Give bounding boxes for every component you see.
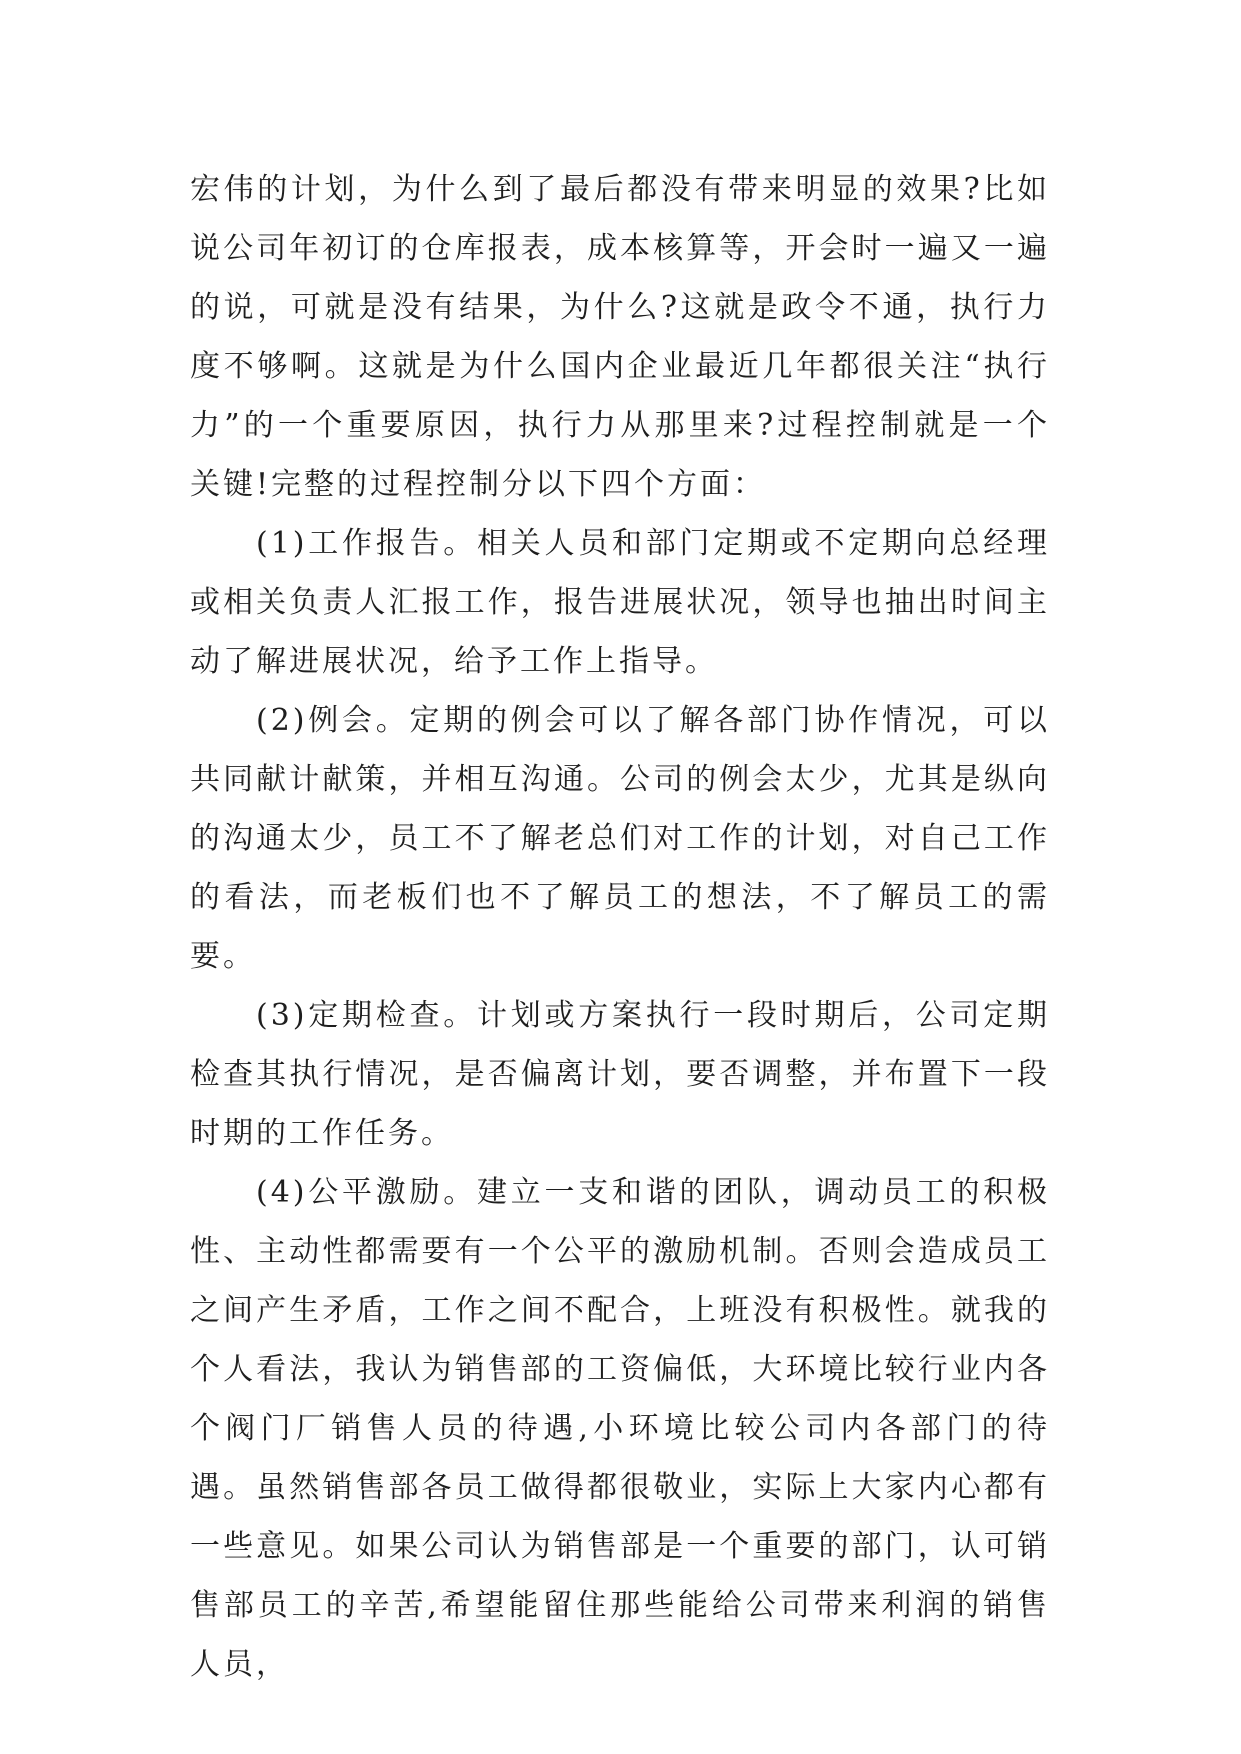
paragraph-intro: 宏伟的计划，为什么到了最后都没有带来明显的效果?比如说公司年初订的仓库报表，成本核算等，开会时一遍又一遍的说，可就是没有结果，为什么?这就是政令不通，执行力度不够啊。这就是为什么国内企业最近几年都很关注“执行力”的一个重要原因，执行力从那里来?过程控制就是一个关键!完整的过程控制分以下四个方面： [190,172,1050,502]
paragraph-fair-incentive: (4)公平激励。建立一支和谐的团队，调动员工的积极性、主动性都需要有一个公平的激励机制。否则会造成员工之间产生矛盾，工作之间不配合，上班没有积极性。就我的个人看法，我认为销售部的工资偏低，大环境比较行业内各个阀门厂销售人员的待遇,小环境比较公司内各部门的待遇。虽然销售部各员工做得都很敬业，实际上大家内心都有一些意见。如果公司认为销售部是一个重要的部门，认可销售部员工的辛苦,希望能留住那些能给公司带来利润的销售人员， [190,1175,1050,1682]
paragraph-periodic-inspection: (3)定期检查。计划或方案执行一段时期后，公司定期检查其执行情况，是否偏离计划，要否调整，并布置下一段时期的工作任务。 [190,998,1050,1151]
paragraph-regular-meeting: (2)例会。定期的例会可以了解各部门协作情况，可以共同献计献策，并相互沟通。公司的例会太少，尤其是纵向的沟通太少，员工不了解老总们对工作的计划，对自己工作的看法，而老板们也不了解员工的想法，不了解员工的需要。 [190,703,1050,974]
document-body [190,160,1050,1694]
paragraph-work-report: (1)工作报告。相关人员和部门定期或不定期向总经理或相关负责人汇报工作，报告进展状况，领导也抽出时间主动了解进展状况，给予工作上指导。 [190,526,1050,679]
